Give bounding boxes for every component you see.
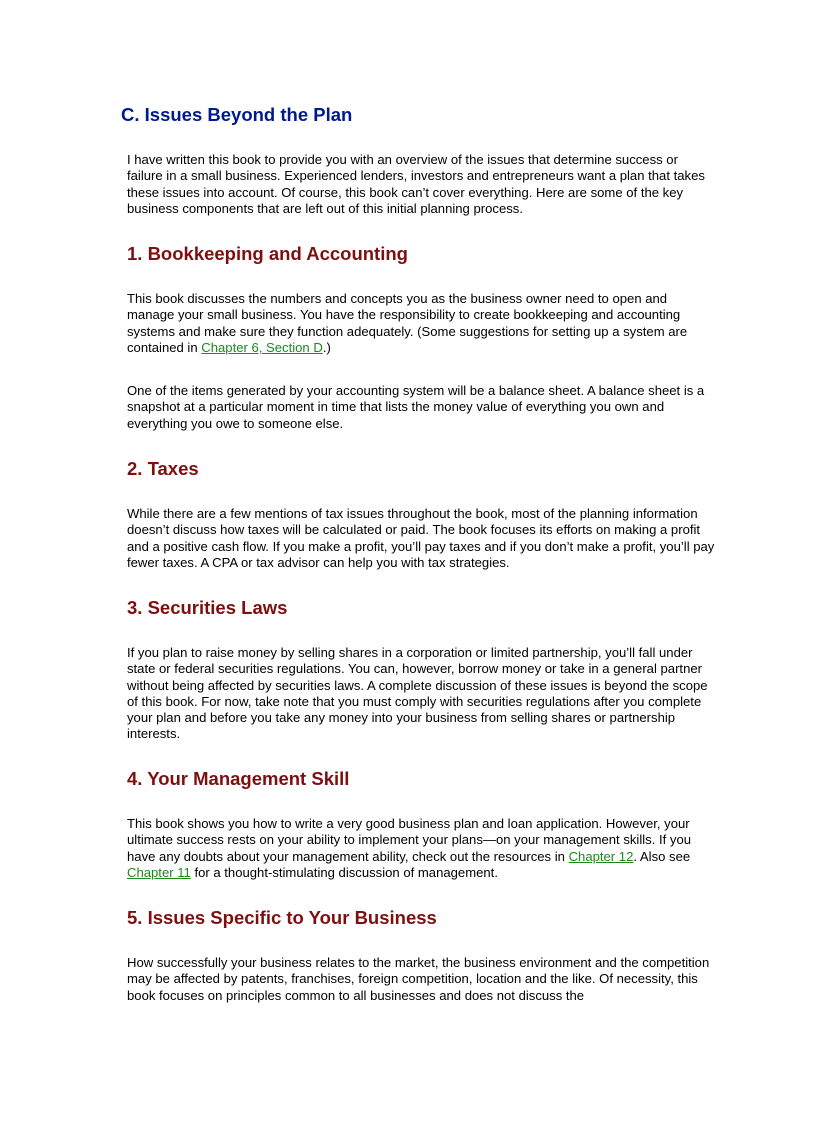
section-heading-bookkeeping: 1. Bookkeeping and Accounting xyxy=(127,243,408,264)
taxes-paragraph: While there are a few mentions of tax issues throughout the book, most of the planning information doesn’t discuss how taxes will be calculated or paid. The book focuses its efforts on making a profit and a positive cash flow. If you make a profit, you’ll pay taxes and if you don’t make a profit, you’ll pay fewer taxes. A CPA or tax advisor can help you with tax strategies. xyxy=(127,506,715,570)
page-title: C. Issues Beyond the Plan xyxy=(121,104,353,125)
chapter-12-link[interactable]: Chapter 12 xyxy=(568,848,634,864)
management-paragraph xyxy=(127,816,717,881)
specific-issues-paragraph: How successfully your business relates to the market, the business environment and the competition may be affected by patents, franchises, foreign competition, location and the like. Of necessity, this book focuses on principles common to all businesses and does not discuss the xyxy=(127,955,710,1003)
section-heading-securities: 3. Securities Laws xyxy=(127,597,288,618)
section-heading-specific-issues: 5. Issues Specific to Your Business xyxy=(127,907,437,928)
securities-paragraph: If you plan to raise money by selling shares in a corporation or limited partnership, you’ll fall under state or federal securities regulations. You can, however, borrow money or take in a general partner without being affected by securities laws. A complete discussion of these issues is beyond the scope of this book. For now, take note that you must comply with securities regulations after you complete your plan and before you take any money into your business from selling shares or partnership interests. xyxy=(127,645,708,742)
section-heading-management: 4. Your Management Skill xyxy=(127,768,350,789)
section-heading-taxes: 2. Taxes xyxy=(127,458,199,479)
bookkeeping-paragraph-1 xyxy=(127,291,717,356)
intro-paragraph: I have written this book to provide you with an overview of the issues that determine success or failure in a small business. Experienced lenders, investors and entrepreneurs want a plan that takes these issues into account. Of course, this book can’t cover everything. Here are some of the key business components that are left out of this initial planning process. xyxy=(127,152,705,216)
bookkeeping-text-after-link: .) xyxy=(322,339,331,355)
bookkeeping-text-before-link: This book discusses the numbers and concepts you as the business owner need to open and manage your small business. You have the responsibility to create bookkeeping and accounting systems and make sure they function adequately. (Some suggestions for setting up a system are contained in xyxy=(127,291,688,355)
chapter-11-link[interactable]: Chapter 11 xyxy=(127,864,191,880)
chapter-6-section-d-link[interactable]: Chapter 6, Section D xyxy=(201,339,323,355)
management-text-after-link: for a thought-stimulating discussion of management. xyxy=(190,864,498,880)
management-text-middle: . Also see xyxy=(633,848,691,864)
bookkeeping-paragraph-2: One of the items generated by your accounting system will be a balance sheet. A balance sheet is a snapshot at a particular moment in time that lists the money value of everything you own and everything you owe to someone else. xyxy=(127,383,705,431)
management-text-before-link: This book shows you how to write a very good business plan and loan application. However, your ultimate success rests on your ability to implement your plans—on your management skills. If you have any doubts about your management ability, check out the resources in xyxy=(127,816,692,864)
